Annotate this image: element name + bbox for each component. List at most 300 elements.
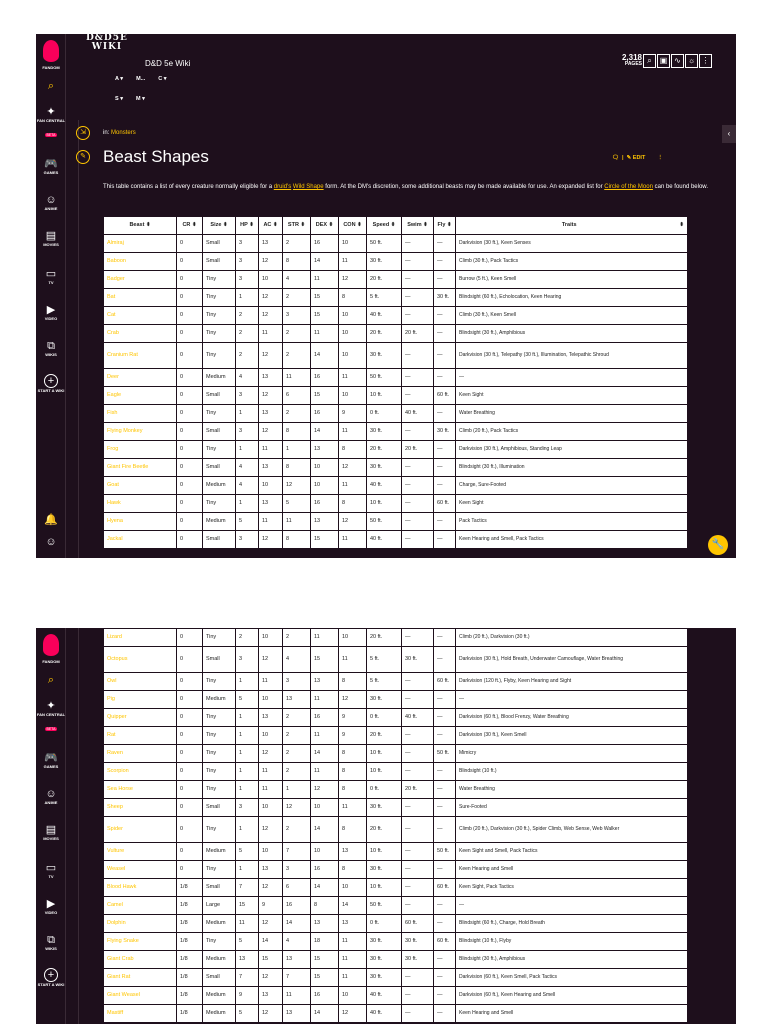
rail-fan-central[interactable]: ✦ FAN CENTRAL BETA	[36, 106, 66, 137]
table-cell: 0	[177, 235, 203, 253]
column-header[interactable]: DEX ⬍	[311, 217, 339, 235]
table-cell: 0	[177, 513, 203, 531]
table-cell: —	[434, 987, 456, 1005]
fandom-logo-icon[interactable]	[43, 634, 59, 656]
table-cell: 50 ft.	[434, 745, 456, 763]
table-cell: 2	[236, 343, 259, 369]
table-cell: 30 ft.	[367, 423, 402, 441]
table-row	[104, 709, 688, 727]
druid-link[interactable]: druid's	[273, 184, 292, 190]
beast-link[interactable]: Giant Rat	[104, 969, 177, 987]
traits-cell: Keen Sight and Smell, Pack Tactics	[456, 843, 688, 861]
table-cell: —	[402, 763, 434, 781]
traits-cell: Climb (20 ft.), Pack Tactics	[456, 423, 688, 441]
table-cell: —	[434, 727, 456, 745]
expand-icon[interactable]: ⇲	[76, 126, 90, 140]
beast-link[interactable]: Octopus	[104, 647, 177, 673]
sort-icon: ⬍	[191, 222, 197, 228]
table-cell: —	[434, 629, 456, 647]
beast-link[interactable]: Blood Hawk	[104, 879, 177, 897]
table-cell: 7	[283, 843, 311, 861]
beast-link[interactable]: Badger	[104, 271, 177, 289]
table-cell: 0	[177, 781, 203, 799]
table-cell: 9	[339, 727, 367, 745]
table-cell: 10	[339, 987, 367, 1005]
table-cell: Tiny	[203, 343, 236, 369]
table-row	[104, 531, 688, 549]
table-cell: 0	[177, 387, 203, 405]
table-cell: Large	[203, 897, 236, 915]
table-cell: 6	[283, 879, 311, 897]
beast-link[interactable]: Raven	[104, 745, 177, 763]
table-cell: —	[434, 861, 456, 879]
table-cell: 14	[311, 1005, 339, 1023]
traits-cell: Blindsight (10 ft.)	[456, 763, 688, 781]
table-cell: 30 ft.	[367, 459, 402, 477]
beast-link[interactable]: Flying Snake	[104, 933, 177, 951]
table-cell: 1	[236, 673, 259, 691]
table-row	[104, 843, 688, 861]
table-cell: 3	[236, 531, 259, 549]
table-cell: 11	[311, 691, 339, 709]
sidebar-toggle-icon[interactable]: ‹	[722, 125, 736, 143]
rail-tv[interactable]: ▭ TV	[36, 268, 66, 285]
beast-link[interactable]: Giant Fire Beetle	[104, 459, 177, 477]
traits-cell: Darkvision (30 ft.), Telepathy (30 ft.), Illumination, Telepathic Shroud	[456, 343, 688, 369]
tv-icon: ▭	[45, 268, 57, 280]
fandom-logo-icon[interactable]	[43, 40, 59, 62]
column-header[interactable]: Fly ⬍	[434, 217, 456, 235]
table-row	[104, 459, 688, 477]
beast-link[interactable]: Spider	[104, 817, 177, 843]
beast-link[interactable]: Goat	[104, 477, 177, 495]
rail-fan-central[interactable]: ✦ FAN CENTRAL BETA	[36, 700, 66, 731]
table-cell: 12	[259, 253, 283, 271]
video-icon: ▶	[46, 898, 56, 910]
beast-link[interactable]: Hyena	[104, 513, 177, 531]
discussions-icon[interactable]: ▣	[657, 54, 670, 68]
beast-link[interactable]: Quipper	[104, 709, 177, 727]
table-cell: 11	[339, 647, 367, 673]
table-cell: 10 ft.	[367, 843, 402, 861]
video-icon: ▶	[46, 304, 56, 316]
notifications-button[interactable]	[36, 514, 66, 526]
activity-icon[interactable]: ∿	[671, 54, 684, 68]
table-row	[104, 325, 688, 343]
table-cell: 1/8	[177, 933, 203, 951]
wiki-header	[67, 34, 736, 118]
rail-search[interactable]	[36, 80, 66, 92]
table-cell: 7	[236, 969, 259, 987]
table-cell: —	[434, 951, 456, 969]
table-cell: 14	[311, 817, 339, 843]
table-cell: 40 ft.	[367, 531, 402, 549]
search-icon[interactable]: ⌕	[643, 54, 656, 68]
traits-cell: Blindsight (30 ft.), Illumination	[456, 459, 688, 477]
table-cell: 10	[311, 477, 339, 495]
beast-link[interactable]: Sea Horse	[104, 781, 177, 799]
wiki-logo[interactable]: D&D5E WIKI	[86, 34, 128, 52]
rail-search[interactable]	[36, 674, 66, 686]
table-cell: 10	[259, 799, 283, 817]
rail-games[interactable]: 🎮 GAMES	[36, 752, 66, 769]
table-cell: 30 ft.	[367, 933, 402, 951]
table-cell: —	[434, 817, 456, 843]
table-cell: 5	[236, 933, 259, 951]
table-cell: 11	[259, 513, 283, 531]
table-cell: 20 ft.	[367, 629, 402, 647]
table-cell: 3	[283, 307, 311, 325]
table-cell: 4	[283, 933, 311, 951]
table-row	[104, 441, 688, 459]
table-cell: 11	[259, 763, 283, 781]
column-header[interactable]: Traits ⬍	[456, 217, 688, 235]
pencil-icon[interactable]: ✎	[76, 150, 90, 164]
column-header[interactable]: CON ⬍	[339, 217, 367, 235]
sort-icon: ⬍	[679, 222, 684, 228]
table-cell: 2	[283, 727, 311, 745]
table-cell: 15	[311, 307, 339, 325]
table-cell: 10	[339, 387, 367, 405]
table-cell: 4	[283, 647, 311, 673]
tv-icon: ▭	[45, 862, 57, 874]
column-header[interactable]: STR ⬍	[283, 217, 311, 235]
beast-link[interactable]: Flying Monkey	[104, 423, 177, 441]
table-cell: 1/8	[177, 897, 203, 915]
table-row	[104, 969, 688, 987]
wiki-name[interactable]: D&D 5e Wiki	[145, 59, 191, 68]
table-cell: 0	[177, 369, 203, 387]
traits-cell: Keen Hearing and Smell	[456, 1005, 688, 1023]
table-cell: 15	[311, 289, 339, 307]
rail-anime[interactable]: ☺ ANIME	[36, 788, 66, 805]
table-cell: 50 ft.	[367, 513, 402, 531]
table-cell: Medium	[203, 843, 236, 861]
table-cell: 30 ft.	[367, 799, 402, 817]
beast-shapes-table	[103, 216, 688, 549]
table-cell: —	[434, 763, 456, 781]
beast-link[interactable]: Deer	[104, 369, 177, 387]
wikis-icon: ⧉	[47, 340, 55, 352]
table-cell: 14	[283, 915, 311, 933]
more-actions-icon[interactable]: ⋮	[657, 155, 664, 161]
nav-item[interactable]: M ▾	[135, 96, 145, 102]
table-cell: 11	[283, 513, 311, 531]
table-cell: 11	[259, 325, 283, 343]
table-cell: 50 ft.	[367, 897, 402, 915]
table-cell: —	[434, 969, 456, 987]
beast-shapes-table-continued	[103, 628, 688, 1023]
sort-icon: ⬍	[328, 222, 334, 228]
table-cell: 8	[339, 441, 367, 459]
table-cell: Tiny	[203, 933, 236, 951]
table-cell: 1	[283, 781, 311, 799]
nav-item[interactable]: M...	[136, 76, 146, 82]
table-cell: —	[434, 647, 456, 673]
nav-item[interactable]: A ▾	[115, 76, 124, 82]
rail-tv[interactable]: ▭ TV	[36, 862, 66, 879]
table-cell: 0	[177, 495, 203, 513]
table-cell: 7	[283, 969, 311, 987]
beast-link[interactable]: Owl	[104, 673, 177, 691]
table-cell: 1	[236, 745, 259, 763]
table-cell: 0	[177, 709, 203, 727]
table-cell: 5	[236, 1005, 259, 1023]
table-row	[104, 253, 688, 271]
table-cell: 5	[283, 495, 311, 513]
beast-link[interactable]: Weasel	[104, 861, 177, 879]
column-header[interactable]: AC ⬍	[259, 217, 283, 235]
beast-link[interactable]: Camel	[104, 897, 177, 915]
traits-cell: Water Breathing	[456, 405, 688, 423]
table-cell: Medium	[203, 691, 236, 709]
table-cell: 30 ft.	[434, 423, 456, 441]
traits-cell: Blindsight (60 ft.), Echolocation, Keen Hearing	[456, 289, 688, 307]
beast-link[interactable]: Lizard	[104, 629, 177, 647]
table-row	[104, 369, 688, 387]
table-cell: 12	[283, 799, 311, 817]
table-cell: 0	[177, 629, 203, 647]
table-cell: Tiny	[203, 861, 236, 879]
start-wiki-icon: +	[44, 968, 58, 982]
beast-link[interactable]: Almiraj	[104, 235, 177, 253]
table-cell: 11	[339, 933, 367, 951]
table-row	[104, 405, 688, 423]
table-cell: Small	[203, 459, 236, 477]
table-cell: —	[402, 235, 434, 253]
beast-link[interactable]: Mastiff	[104, 1005, 177, 1023]
table-cell: 18	[311, 933, 339, 951]
table-cell: 0 ft.	[367, 709, 402, 727]
table-cell: 12	[259, 531, 283, 549]
traits-cell: Keen Sight	[456, 387, 688, 405]
table-cell: —	[434, 253, 456, 271]
beast-link[interactable]: Frog	[104, 441, 177, 459]
table-cell: 15	[311, 951, 339, 969]
edit-button[interactable]: ✎ EDIT	[626, 155, 646, 161]
table-cell: 1/8	[177, 951, 203, 969]
table-cell: Small	[203, 253, 236, 271]
table-cell: 5	[236, 513, 259, 531]
beast-link[interactable]: Cat	[104, 307, 177, 325]
category-link[interactable]: Monsters	[111, 130, 136, 136]
table-cell: 40 ft.	[402, 405, 434, 423]
table-cell: 15	[236, 897, 259, 915]
table-row	[104, 307, 688, 325]
user-button[interactable]	[36, 536, 66, 548]
table-cell: 9	[236, 987, 259, 1005]
table-cell: 5	[236, 691, 259, 709]
beast-link[interactable]: Eagle	[104, 387, 177, 405]
table-cell: 14	[259, 933, 283, 951]
beast-link[interactable]: Vulture	[104, 843, 177, 861]
table-cell: 12	[259, 817, 283, 843]
rail-video[interactable]: ▶ VIDEO	[36, 304, 66, 321]
table-cell: 20 ft.	[367, 325, 402, 343]
table-cell: 15	[311, 387, 339, 405]
beast-link[interactable]: Baboon	[104, 253, 177, 271]
table-cell: 11	[339, 951, 367, 969]
table-cell: 8	[283, 253, 311, 271]
table-cell: Tiny	[203, 727, 236, 745]
table-cell: 1/8	[177, 915, 203, 933]
table-cell: Tiny	[203, 495, 236, 513]
table-cell: 10	[339, 879, 367, 897]
table-cell: 10	[311, 799, 339, 817]
column-header[interactable]: HP ⬍	[236, 217, 259, 235]
beast-link[interactable]: Cranium Rat	[104, 343, 177, 369]
table-cell: 1	[236, 817, 259, 843]
table-cell: Medium	[203, 987, 236, 1005]
table-cell: 12	[259, 307, 283, 325]
rail-video[interactable]: ▶ VIDEO	[36, 898, 66, 915]
table-cell: 8	[339, 673, 367, 691]
table-cell: Tiny	[203, 709, 236, 727]
table-cell: 2	[283, 343, 311, 369]
rail-movies[interactable]: ▤ MOVIES	[36, 824, 66, 841]
table-cell: 11	[311, 271, 339, 289]
rail-wikis[interactable]: ⧉ WIKIS	[36, 340, 66, 357]
table-row	[104, 235, 688, 253]
table-cell: 2	[283, 235, 311, 253]
table-cell: 1	[236, 861, 259, 879]
table-cell: 13	[259, 987, 283, 1005]
table-cell: —	[434, 915, 456, 933]
table-cell: 5 ft.	[367, 673, 402, 691]
table-cell: Tiny	[203, 763, 236, 781]
table-cell: 9	[259, 897, 283, 915]
beast-link[interactable]: Giant Weasel	[104, 987, 177, 1005]
table-cell: 8	[339, 817, 367, 843]
rail-start-wiki[interactable]: + START A WIKI	[37, 969, 65, 987]
nav-item[interactable]: C ▾	[158, 76, 167, 82]
movies-icon: ▤	[45, 230, 57, 242]
beast-link[interactable]: Rat	[104, 727, 177, 745]
movies-icon: ▤	[45, 824, 57, 836]
table-row	[104, 879, 688, 897]
table-cell: 0	[177, 727, 203, 745]
beast-link[interactable]: Crab	[104, 325, 177, 343]
fan-central-icon: ✦	[46, 700, 56, 712]
table-row	[104, 987, 688, 1005]
table-cell: 7	[236, 879, 259, 897]
table-cell: 11	[311, 727, 339, 745]
theme-icon[interactable]: ☼	[685, 54, 698, 68]
table-cell: —	[434, 781, 456, 799]
beast-link[interactable]: Dolphin	[104, 915, 177, 933]
circle-of-the-moon-link[interactable]: Circle of the Moon	[604, 184, 653, 190]
table-cell: —	[434, 343, 456, 369]
table-cell: 10	[259, 691, 283, 709]
table-cell: 4	[236, 459, 259, 477]
table-cell: Small	[203, 647, 236, 673]
more-icon[interactable]: ⋮	[699, 54, 712, 68]
column-header[interactable]: Size ⬍	[203, 217, 236, 235]
search-icon: ⌕	[47, 674, 55, 686]
table-cell: 14	[311, 253, 339, 271]
column-header[interactable]: Speed ⬍	[367, 217, 402, 235]
traits-cell: Keen Sight	[456, 495, 688, 513]
table-cell: —	[402, 495, 434, 513]
table-cell: 3	[236, 799, 259, 817]
table-row	[104, 763, 688, 781]
table-row	[104, 799, 688, 817]
table-cell: 1/8	[177, 969, 203, 987]
table-row	[104, 933, 688, 951]
column-header[interactable]: Swim ⬍	[402, 217, 434, 235]
table-cell: —	[434, 271, 456, 289]
table-cell: —	[402, 423, 434, 441]
table-cell: 1	[236, 781, 259, 799]
nav-item[interactable]: S ▾	[115, 96, 123, 102]
table-cell: 16	[311, 495, 339, 513]
table-cell: 30 ft.	[434, 289, 456, 307]
rail-movies[interactable]: ▤ MOVIES	[36, 230, 66, 247]
table-cell: 10 ft.	[367, 495, 402, 513]
table-cell: 10 ft.	[367, 879, 402, 897]
table-cell: 2	[283, 629, 311, 647]
table-row	[104, 513, 688, 531]
rail-start-wiki[interactable]: + START A WIKI	[37, 375, 65, 393]
table-cell: 14	[311, 343, 339, 369]
rail-games[interactable]: 🎮 GAMES	[36, 158, 66, 175]
table-cell: 13	[259, 405, 283, 423]
table-cell: 11	[283, 987, 311, 1005]
beast-link[interactable]: Scorpion	[104, 763, 177, 781]
rail-anime[interactable]: ☺ ANIME	[36, 194, 66, 211]
column-header[interactable]: Beast ⬍	[104, 217, 177, 235]
rail-wikis[interactable]: ⧉ WIKIS	[36, 934, 66, 951]
table-row	[104, 817, 688, 843]
table-cell: 10 ft.	[367, 387, 402, 405]
beast-link[interactable]: Fish	[104, 405, 177, 423]
anime-icon: ☺	[45, 194, 57, 206]
table-cell: 14	[339, 897, 367, 915]
beast-link[interactable]: Jackal	[104, 531, 177, 549]
table-cell: 20 ft.	[402, 781, 434, 799]
table-cell: —	[434, 799, 456, 817]
beast-link[interactable]: Bat	[104, 289, 177, 307]
beast-link[interactable]: Sheep	[104, 799, 177, 817]
table-cell: 8	[339, 745, 367, 763]
traits-cell: Climb (20 ft.), Darkvision (30 ft.)	[456, 629, 688, 647]
page-title: Beast Shapes	[103, 147, 209, 166]
table-cell: 10	[311, 459, 339, 477]
table-cell: 60 ft.	[434, 387, 456, 405]
table-cell: 0	[177, 289, 203, 307]
comment-icon[interactable]: 🗨	[612, 155, 619, 161]
wild-shape-link[interactable]: Wild Shape	[292, 184, 324, 190]
table-cell: 3	[236, 253, 259, 271]
table-cell: Medium	[203, 513, 236, 531]
table-cell: 30 ft.	[402, 951, 434, 969]
table-cell: 12	[259, 387, 283, 405]
table-cell: 10	[339, 343, 367, 369]
beast-link[interactable]: Hawk	[104, 495, 177, 513]
table-cell: 12	[259, 423, 283, 441]
traits-cell: Darkvision (30 ft.), Keen Senses	[456, 235, 688, 253]
table-cell: 11	[259, 441, 283, 459]
column-header[interactable]: CR ⬍	[177, 217, 203, 235]
beast-link[interactable]: Pig	[104, 691, 177, 709]
table-cell: —	[402, 673, 434, 691]
wrench-icon[interactable]: 🔧	[708, 535, 728, 555]
table-cell: 20 ft.	[367, 727, 402, 745]
table-cell: —	[434, 325, 456, 343]
beast-link[interactable]: Giant Crab	[104, 951, 177, 969]
table-cell: 2	[283, 709, 311, 727]
table-cell: 30 ft.	[367, 951, 402, 969]
